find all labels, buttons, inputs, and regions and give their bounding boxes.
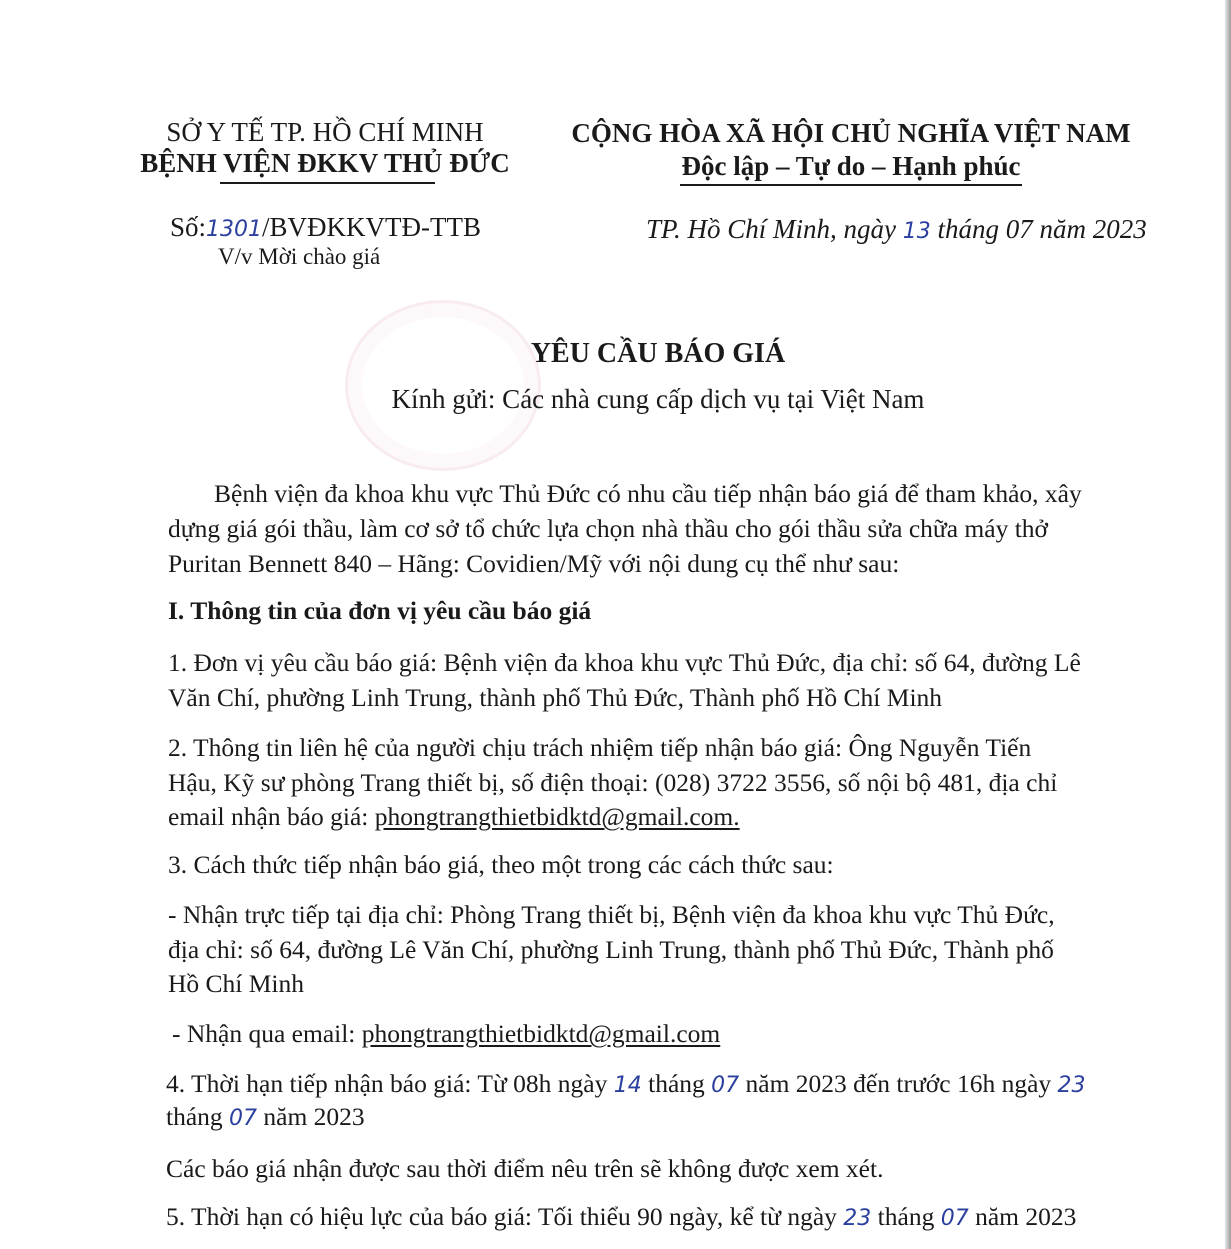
email-method-link[interactable]: phongtrangthietbidktd@gmail.com bbox=[361, 1019, 721, 1048]
item-1-line-2: Văn Chí, phường Linh Trung, thành phố Thủ Đức, Thành phố Hồ Chí Minh bbox=[168, 683, 943, 712]
national-motto: Độc lập – Tự do – Hạnh phúc bbox=[681, 151, 1021, 181]
item-3-direct-line-2: địa chỉ: số 64, đường Lê Văn Chí, phường Linh Trung, thành phố Thủ Đức, Thành phố bbox=[168, 935, 1054, 964]
handwritten-start-day: 14 bbox=[613, 1073, 642, 1098]
item-4-text-4: tháng bbox=[166, 1102, 223, 1131]
handwritten-validity-month: 07 bbox=[940, 1206, 969, 1231]
subject-line: V/v Mời chào giá bbox=[218, 244, 381, 269]
item-4-text-2: tháng bbox=[648, 1069, 705, 1098]
hospital-name: BỆNH VIỆN ĐKKV THỦ ĐỨC bbox=[140, 148, 510, 178]
section-1-heading: I. Thông tin của đơn vị yêu cầu báo giá bbox=[168, 596, 592, 625]
date-suffix: tháng 07 năm 2023 bbox=[937, 214, 1147, 244]
handwritten-day: 13 bbox=[902, 219, 931, 244]
item-4-text-5: năm 2023 bbox=[263, 1102, 365, 1131]
hospital-underline bbox=[220, 182, 435, 184]
item-4-line-2 bbox=[166, 1100, 365, 1136]
reference-number bbox=[170, 212, 481, 243]
document-title: YÊU CẦU BÁO GIÁ bbox=[530, 338, 786, 369]
recipient-line: Kính gửi: Các nhà cung cấp dịch vụ tại Việt Nam bbox=[391, 384, 925, 414]
item-5-line bbox=[166, 1200, 1076, 1236]
date-line bbox=[646, 214, 1147, 245]
handwritten-end-day: 23 bbox=[1057, 1073, 1086, 1098]
intro-line-1: Bệnh viện đa khoa khu vực Thủ Đức có nhu cầu tiếp nhận báo giá để tham khảo, xây bbox=[214, 479, 1082, 508]
item-2-line-2: Hậu, Kỹ sư phòng Trang thiết bị, số điện thoại: (028) 3722 3556, số nội bộ 481, địa chỉ bbox=[168, 768, 1058, 797]
handwritten-end-month: 07 bbox=[229, 1106, 258, 1131]
reference-suffix: /BVĐKKVTĐ-TTB bbox=[262, 212, 482, 242]
item-4-note: Các báo giá nhận được sau thời điểm nêu trên sẽ không được xem xét. bbox=[166, 1154, 884, 1183]
intro-line-3: Puritan Bennett 840 – Hãng: Covidien/Mỹ với nội dung cụ thể như sau: bbox=[168, 549, 900, 578]
item-5-text-1: 5. Thời hạn có hiệu lực của báo giá: Tối thiểu 90 ngày, kể từ ngày bbox=[166, 1202, 837, 1231]
item-4-text-1: 4. Thời hạn tiếp nhận báo giá: Từ 08h ngày bbox=[166, 1069, 608, 1098]
item-3-direct-line-1: - Nhận trực tiếp tại địa chỉ: Phòng Trang thiết bị, Bệnh viện đa khoa khu vực Thủ Đức, bbox=[168, 900, 1055, 929]
handwritten-reference-number: 1301 bbox=[206, 217, 263, 242]
date-prefix: TP. Hồ Chí Minh, ngày bbox=[646, 214, 897, 244]
item-5-text-3: năm 2023 bbox=[975, 1202, 1077, 1231]
item-1-line-1: 1. Đơn vị yêu cầu báo giá: Bệnh viện đa khoa khu vực Thủ Đức, địa chỉ: số 64, đường Lê bbox=[168, 648, 1081, 677]
item-3-heading: 3. Cách thức tiếp nhận báo giá, theo một trong các cách thức sau: bbox=[168, 850, 834, 879]
motto-underline bbox=[680, 184, 1022, 186]
intro-line-2: dựng giá gói thầu, làm cơ sở tổ chức lựa chọn nhà thầu cho gói thầu sửa chữa máy thở bbox=[168, 514, 1049, 543]
item-5-text-2: tháng bbox=[877, 1202, 935, 1231]
item-3-email-line bbox=[172, 1017, 720, 1051]
email-link[interactable]: phongtrangthietbidktd@gmail.com. bbox=[374, 802, 740, 831]
handwritten-validity-day: 23 bbox=[843, 1206, 872, 1231]
item-4-line-1 bbox=[166, 1067, 1086, 1103]
item-4-text-3: năm 2023 đến trước 16h ngày bbox=[745, 1069, 1052, 1098]
email-method-label: - Nhận qua email: bbox=[172, 1019, 362, 1048]
item-3-direct-line-3: Hồ Chí Minh bbox=[168, 969, 305, 998]
scan-edge-shadow bbox=[1225, 0, 1231, 1249]
republic-title: CỘNG HÒA XÃ HỘI CHỦ NGHĨA VIỆT NAM bbox=[571, 118, 1131, 148]
item-2-line-1: 2. Thông tin liên hệ của người chịu trách nhiệm tiếp nhận báo giá: Ông Nguyễn Tiến bbox=[168, 733, 1032, 762]
item-2-line-3 bbox=[168, 800, 740, 834]
handwritten-start-month: 07 bbox=[711, 1073, 740, 1098]
email-label: email nhận báo giá: bbox=[168, 802, 375, 831]
agency-name: SỞ Y TẾ TP. HỒ CHÍ MINH bbox=[166, 117, 484, 147]
reference-prefix: Số: bbox=[170, 212, 207, 242]
